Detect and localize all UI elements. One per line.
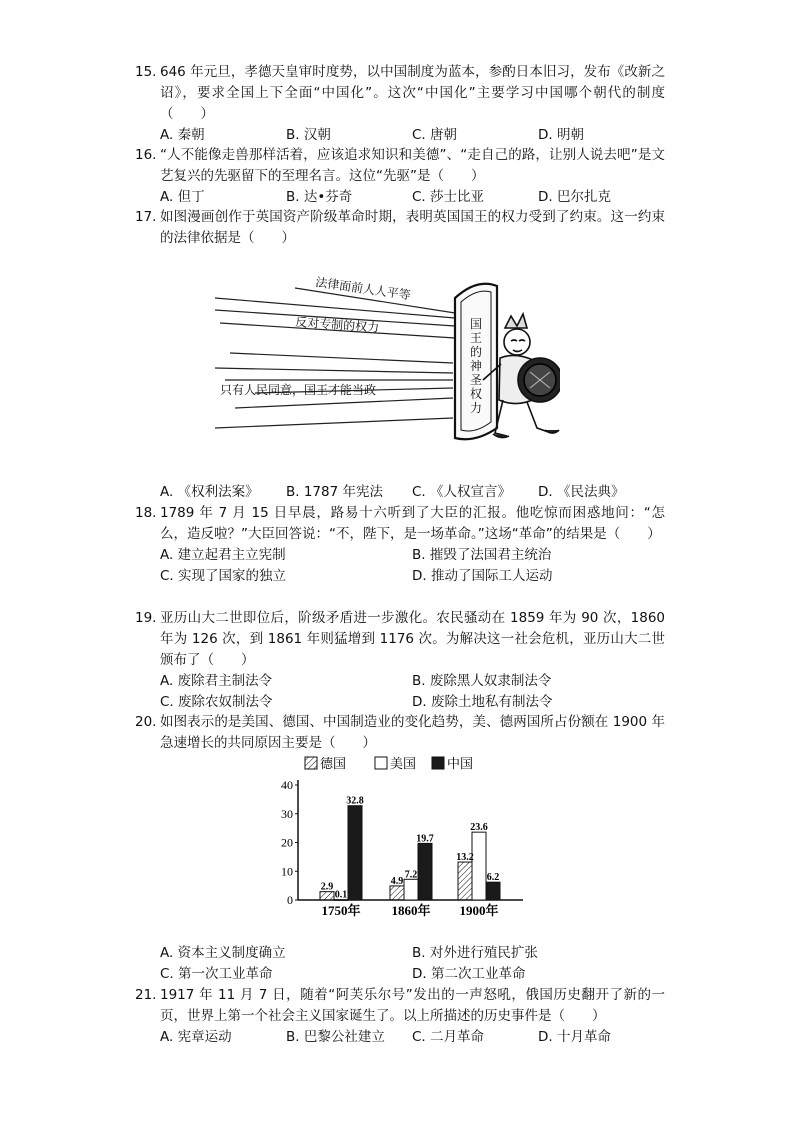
shield-char: 圣 — [469, 373, 483, 387]
y-tick-label: 0 — [287, 893, 293, 907]
shield-text — [470, 317, 482, 415]
option-row — [135, 943, 665, 964]
option-row — [135, 964, 665, 985]
option-b[interactable]: B. 达•芬奇 — [286, 189, 353, 205]
manufacturing-share-chart — [270, 750, 530, 930]
question-stem: 如图表示的是美国、德国、中国制造业的变化趋势，美、德两国所占份额在 1900 年急速增长的共同原因主要是（ ） — [160, 714, 665, 751]
data-label: 32.8 — [346, 795, 364, 807]
question-16 — [135, 145, 665, 208]
banner-consent: 只有人民同意，国王才能当政 — [220, 383, 377, 397]
option-row — [135, 187, 665, 208]
option-d[interactable]: D. 明朝 — [538, 127, 584, 143]
question-21 — [135, 985, 665, 1048]
y-tick-label: 30 — [281, 806, 293, 821]
bar — [348, 806, 362, 900]
data-label: 2.9 — [320, 881, 334, 893]
data-label: 7.2 — [404, 869, 418, 881]
data-label: 6.2 — [486, 872, 500, 884]
question-18 — [135, 503, 665, 587]
data-label: 0.1 — [334, 889, 348, 901]
question-15 — [135, 62, 665, 146]
king-power-cartoon — [215, 268, 560, 460]
option-b[interactable]: B. 1787 年宪法 — [286, 484, 383, 500]
question-17-options — [135, 482, 665, 503]
legend-swatch — [432, 757, 444, 769]
legend-swatch — [305, 757, 317, 769]
question-19 — [135, 608, 665, 713]
bar — [458, 862, 472, 900]
legend-swatch — [375, 757, 387, 769]
option-row — [135, 482, 665, 503]
option-d[interactable]: D. 废除土地私有制法令 — [412, 694, 553, 710]
option-a[interactable]: A. 建立起君主立宪制 — [160, 547, 286, 563]
shield-char: 神 — [469, 359, 483, 373]
chart-legend — [305, 756, 473, 772]
svg-text:国王的神圣权力 — [470, 317, 482, 415]
shield-char: 国 — [469, 317, 483, 331]
bar — [320, 892, 334, 900]
question-stem: 1789 年 7 月 15 日早晨，路易十六听到了大臣的汇报。他吃惊而困惑地问：“怎么，造反啦？”大臣回答说：“不，陛下，是一场革命。”这场“革命”的结果是（ ） — [160, 505, 665, 542]
category-label: 1860年 — [391, 903, 431, 918]
option-row — [135, 692, 665, 713]
question-20 — [135, 712, 665, 754]
option-row — [135, 125, 665, 146]
y-tick-label: 10 — [281, 864, 293, 879]
shield-char: 力 — [469, 401, 483, 415]
option-c[interactable]: C. 实现了国家的独立 — [160, 568, 287, 584]
option-row — [135, 545, 665, 566]
option-row — [135, 1027, 665, 1048]
option-b[interactable]: B. 汉朝 — [286, 127, 331, 143]
option-d[interactable]: D. 推动了国际工人运动 — [412, 568, 553, 584]
option-a[interactable]: A. 宪章运动 — [160, 1029, 232, 1045]
data-label: 13.2 — [456, 852, 474, 864]
question-number: 16. — [135, 147, 157, 163]
question-number: 17. — [135, 209, 157, 225]
question-stem: “人不能像走兽那样活着，应该追求知识和美德”、“走自己的路，让别人说去吧”是文艺复兴的先驱留下的至理名言。这位“先驱”是（ ） — [160, 147, 665, 184]
question-stem: 646 年元旦，孝德天皇审时度势，以中国制度为蓝本，参酌日本旧习，发布《改新之诏》，要求全国上下全面“中国化”。这次“中国化”主要学习中国哪个朝代的制度（ ） — [160, 64, 665, 122]
bar — [390, 886, 404, 900]
legend-label: 中国 — [447, 757, 474, 772]
option-b[interactable]: B. 巴黎公社建立 — [286, 1029, 385, 1045]
y-tick-label: 20 — [281, 835, 293, 850]
y-tick-label: 40 — [281, 778, 293, 792]
option-d[interactable]: D. 第二次工业革命 — [412, 966, 526, 982]
option-d[interactable]: D. 《民法典》 — [538, 484, 625, 500]
option-d[interactable]: D. 巴尔扎克 — [538, 189, 611, 205]
category-label: 1900年 — [459, 903, 499, 918]
option-a[interactable]: A. 但丁 — [160, 189, 205, 205]
option-c[interactable]: C. 《人权宣言》 — [412, 484, 512, 500]
legend-label: 美国 — [390, 757, 417, 772]
option-a[interactable]: A. 废除君主制法令 — [160, 673, 273, 689]
data-label: 19.7 — [416, 833, 434, 845]
option-c[interactable]: C. 莎士比亚 — [412, 189, 485, 205]
bar — [404, 879, 418, 900]
option-c[interactable]: C. 废除农奴制法令 — [160, 694, 273, 710]
option-a[interactable]: A. 秦朝 — [160, 127, 205, 143]
category-label: 1750年 — [321, 903, 361, 918]
question-20-options — [135, 943, 665, 985]
bar — [472, 832, 486, 900]
option-c[interactable]: C. 二月革命 — [412, 1029, 485, 1045]
shield-char: 权 — [469, 387, 483, 401]
shield-char: 王 — [469, 331, 483, 345]
question-stem: 亚历山大二世即位后，阶级矛盾进一步激化。农民骚动在 1859 年为 90 次，1860 年为 126 次，到 1861 年则猛增到 1176 次。为解决这一社会危机，亚历山大二世颁布了（ ） — [160, 610, 665, 668]
question-number: 20. — [135, 714, 157, 730]
option-a[interactable]: A. 资本主义制度确立 — [160, 945, 286, 961]
question-17 — [135, 207, 665, 249]
question-number: 21. — [135, 987, 157, 1003]
option-c[interactable]: C. 唐朝 — [412, 127, 458, 143]
option-row — [135, 566, 665, 587]
question-number: 19. — [135, 610, 157, 626]
bar — [418, 843, 432, 900]
option-row — [135, 671, 665, 692]
option-c[interactable]: C. 第一次工业革命 — [160, 966, 273, 982]
option-b[interactable]: B. 对外进行殖民扩张 — [412, 945, 538, 961]
banner-equality: 法律面前人人平等 — [314, 275, 412, 303]
question-number: 15. — [135, 64, 157, 80]
legend-label: 德国 — [320, 757, 347, 772]
question-number: 18. — [135, 505, 157, 521]
option-d[interactable]: D. 十月革命 — [538, 1029, 611, 1045]
banner-anti-tyranny: 反对专制的权力 — [294, 315, 380, 335]
question-stem: 1917 年 11 月 7 日，随着“阿芙乐尔号”发出的一声怒吼，俄国历史翻开了新的一页，世界上第一个社会主义国家诞生了。以上所描述的历史事件是（ ） — [160, 987, 665, 1024]
data-label: 4.9 — [390, 875, 404, 887]
option-b[interactable]: B. 摧毁了法国君主统治 — [412, 547, 552, 563]
bar — [486, 882, 500, 900]
data-label: 23.6 — [470, 822, 488, 834]
shield-char: 的 — [469, 345, 483, 359]
question-stem: 如图漫画创作于英国资产阶级革命时期，表明英国国王的权力受到了约束。这一约束的法律依据是（ ） — [160, 209, 665, 246]
option-a[interactable]: A. 《权利法案》 — [160, 484, 259, 500]
option-b[interactable]: B. 废除黑人奴隶制法令 — [412, 673, 552, 689]
